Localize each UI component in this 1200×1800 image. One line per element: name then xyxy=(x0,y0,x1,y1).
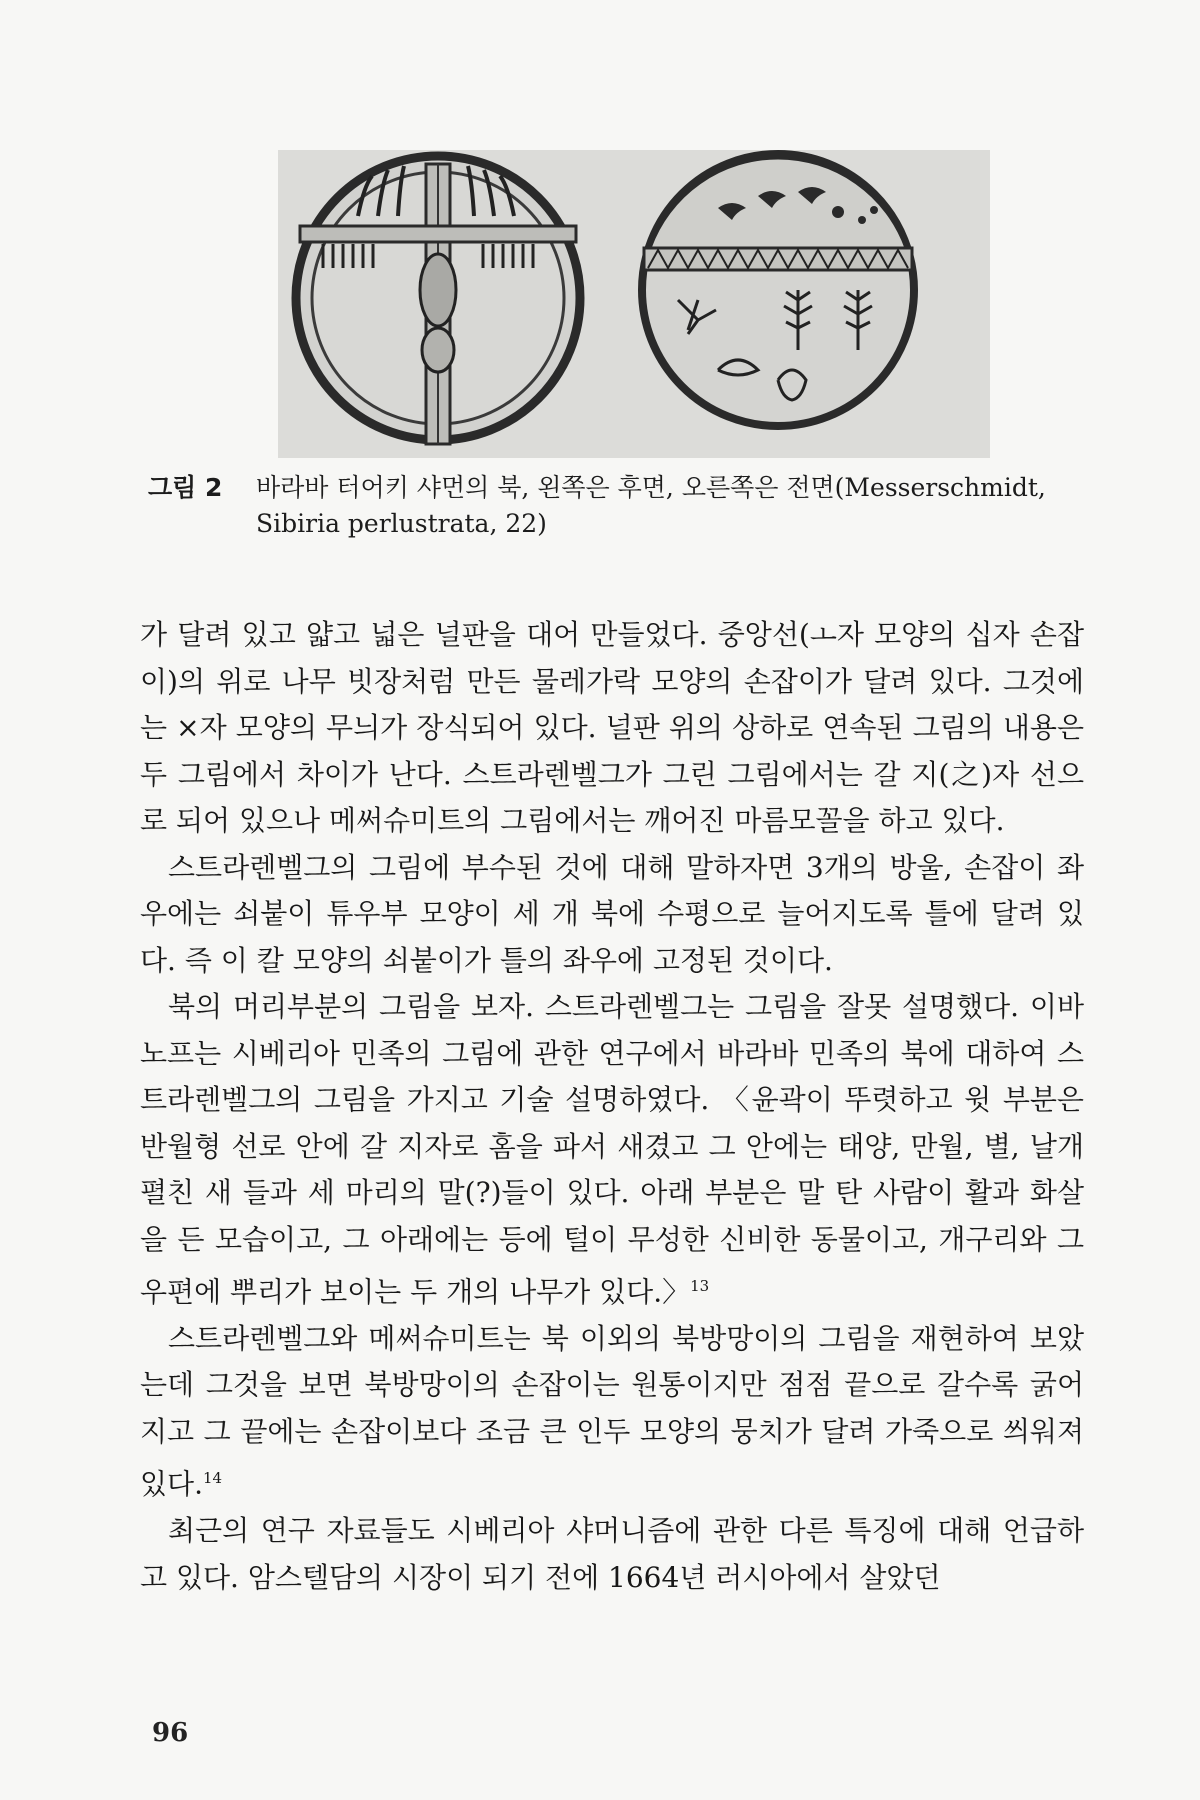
paragraph-5: 최근의 연구 자료들도 시베리아 샤머니즘에 관한 다른 특징에 대해 언급하고 있다. 암스텔담의 시장이 되기 전에 1664년 러시아에서 살았던 xyxy=(140,1514,1084,1594)
footnote-ref-14: 14 xyxy=(203,1469,223,1488)
paragraph-4 xyxy=(140,1316,1084,1508)
paragraph-1: 가 달려 있고 얇고 넓은 널판을 대어 만들었다. 중앙선(ㅗ자 모양의 십자 손잡이)의 위로 나무 빗장처럼 만든 물레가락 모양의 손잡이가 달려 있다. 그것에는 ×자 모양의 무늬가 장식되어 있다. 널판 위의 상하로 연속된 그림의 내용은 두 그림에서 차이가 난다. 스트라렌벨그가 그린 그림에서는 갈 지(之)자 선으로 되어 있으나 메써슈미트의 그림에서는 깨어진 마름모꼴을 하고 있다. xyxy=(140,618,1084,837)
paragraph-4-text: 스트라렌벨그와 메써슈미트는 북 이외의 북방망이의 그림을 재현하여 보았는데 그것을 보면 북방망이의 손잡이는 원통이지만 점점 끝으로 갈수록 굵어지고 그 끝에는 손잡이보다 조금 큰 인두 모양의 뭉치가 달려 가죽으로 씌워져 있다. xyxy=(140,1321,1084,1501)
body-text xyxy=(140,612,1084,1601)
drum-front-drawing xyxy=(642,154,914,426)
page-number: 96 xyxy=(152,1718,189,1748)
caption-label: 그림 2 xyxy=(148,473,223,502)
figure-caption xyxy=(148,470,1088,542)
paragraph-3-text: 북의 머리부분의 그림을 보자. 스트라렌벨그는 그림을 잘못 설명했다. 이바노프는 시베리아 민족의 그림에 관한 연구에서 바라바 민족의 북에 대하여 스트라렌벨그의 그림을 가지고 기술 설명하였다. 〈윤곽이 뚜렷하고 윗 부분은 반월형 선로 안에 갈 지자로 홈을 파서 새겼고 그 안에는 태양, 만월, 별, 날개 펼친 새 들과 세 마리의 말(?)들이 있다. 아래 부분은 말 탄 사람이 활과 화살을 든 모습이고, 그 아래에는 등에 털이 무성한 신비한 동물이고, 개구리와 그 우편에 뿌리가 보이는 두 개의 나무가 있다.〉 xyxy=(140,990,1084,1309)
paragraph-2: 스트라렌벨그의 그림에 부수된 것에 대해 말하자면 3개의 방울, 손잡이 좌우에는 쇠붙이 튜우부 모양이 세 개 북에 수평으로 늘어지도록 틀에 달려 있다. 즉 이 칼 모양의 쇠붙이가 틀의 좌우에 고정된 것이다. xyxy=(140,850,1084,977)
caption-text: 바라바 터어키 샤먼의 북, 왼쪽은 후면, 오른쪽은 전면(Messerschmidt, Sibiria perlustrata, 22) xyxy=(256,473,1046,538)
paragraph-3 xyxy=(140,984,1084,1316)
footnote-ref-13: 13 xyxy=(690,1277,710,1295)
drum-back-drawing xyxy=(296,156,580,444)
figure-drums-image xyxy=(278,150,990,458)
